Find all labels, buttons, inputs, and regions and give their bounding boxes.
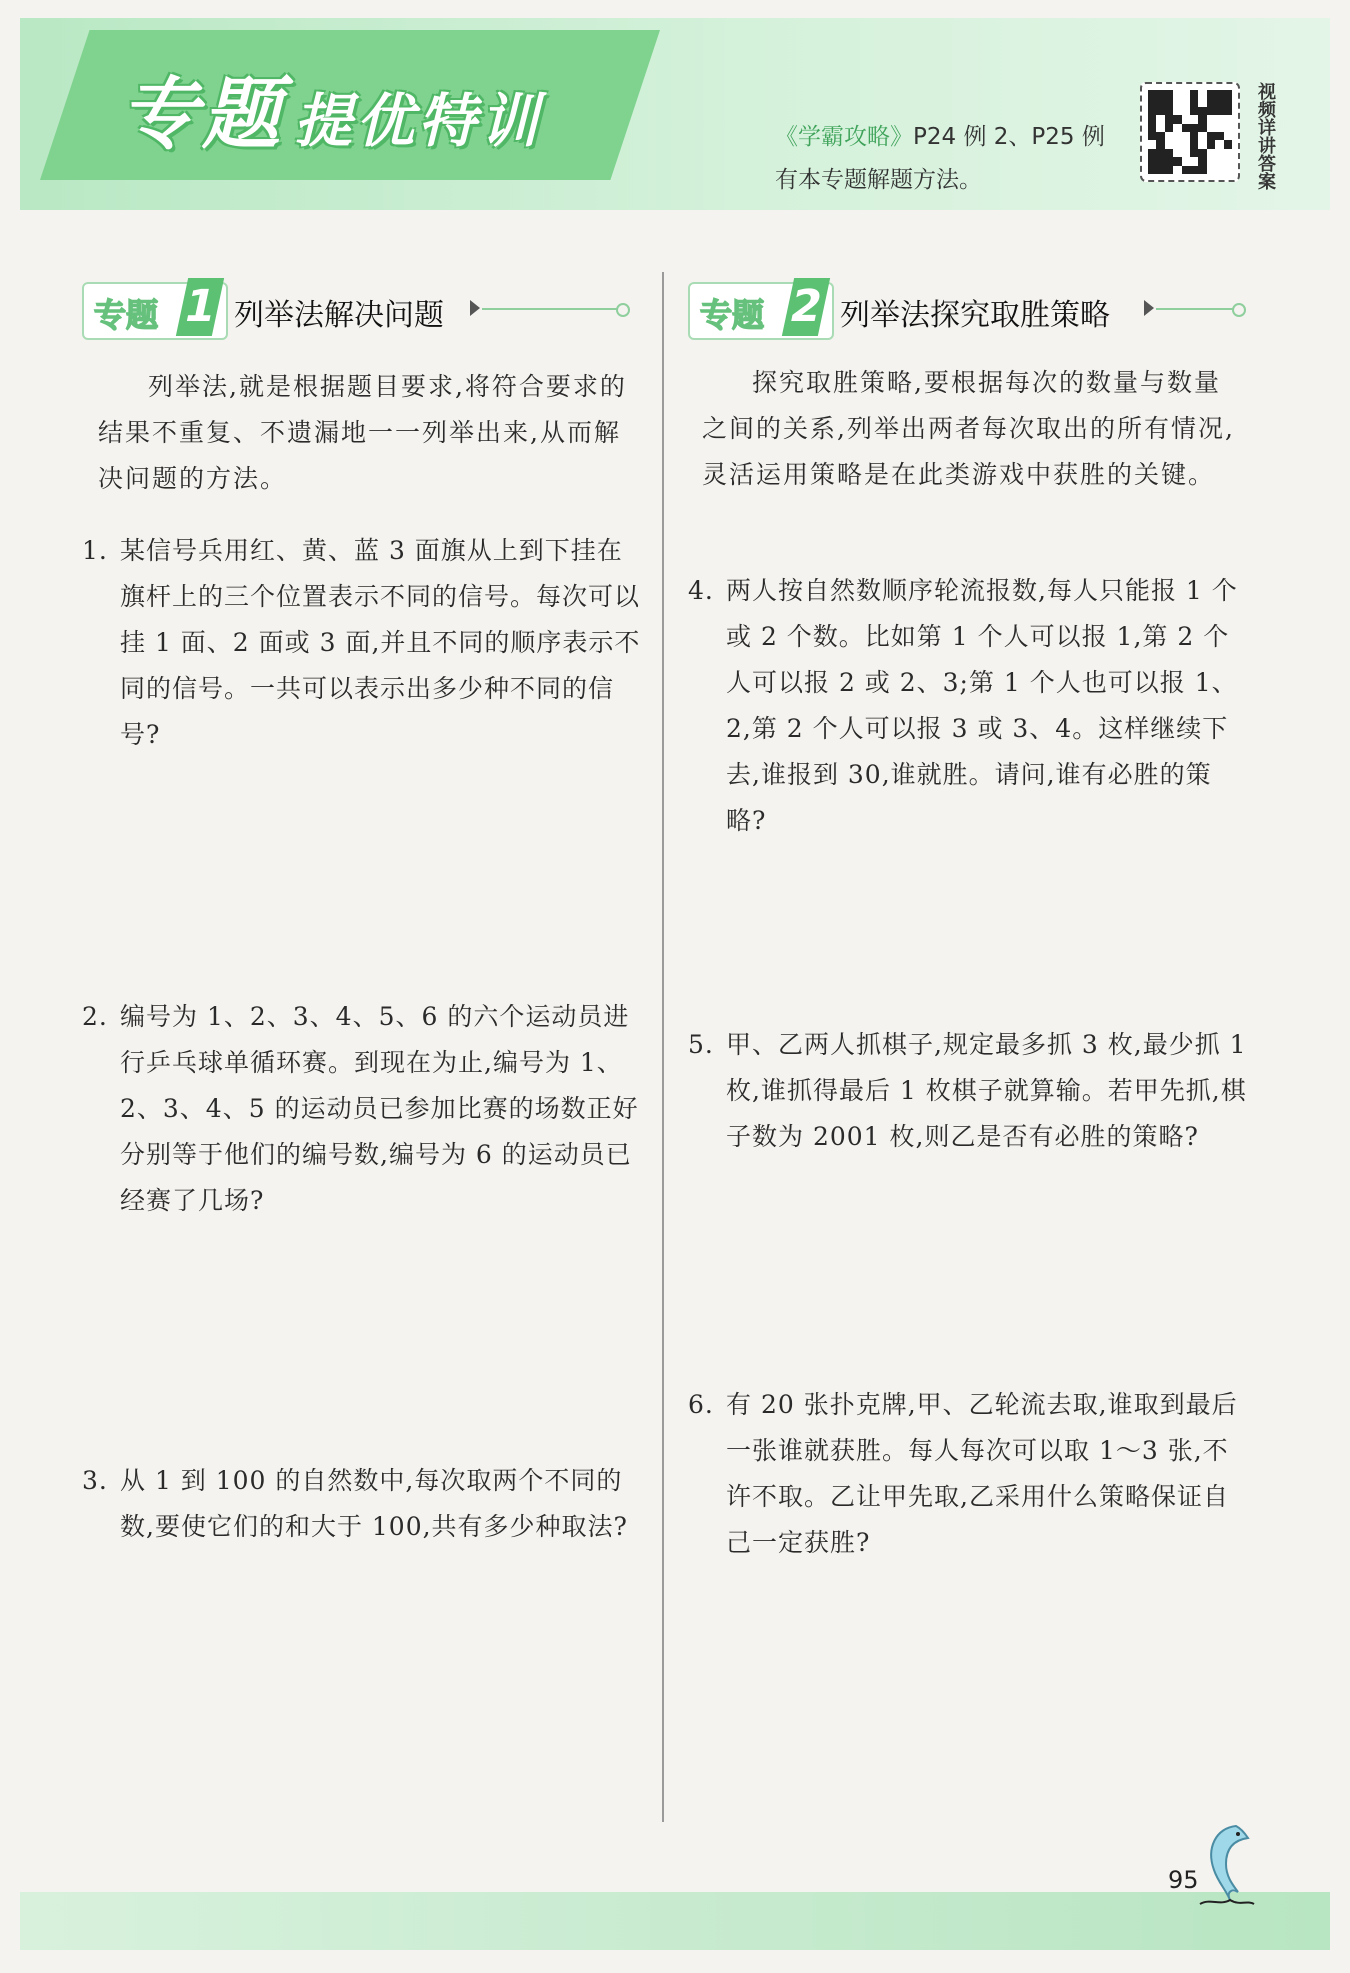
problem-text: 编号为 1、2、3、4、5、6 的六个运动员进行乒乓球单循环赛。到现在为止,编号为 1、2、3、4、5 的运动员已参加比赛的场数正好分别等于他们的编号数,编号为 6 的运动员已经赛了几场?	[120, 1002, 639, 1215]
problem-text: 两人按自然数顺序轮流报数,每人只能报 1 个或 2 个数。比如第 1 个人可以报 1,第 2 个人可以报 2 或 2、3;第 1 个人也可以报 1、2,第 2 个人可以报 3 或 3、4。这样继续下去,谁报到 30,谁就胜。请问,谁有必胜的策略?	[726, 576, 1238, 835]
section-intro-2: 探究取胜策略,要根据每次的数量与数量之间的关系,列举出两者每次取出的所有情况,灵活运用策略是在此类游戏中获胜的关键。	[702, 368, 1235, 489]
problem-number: 6.	[688, 1390, 714, 1419]
problem-5	[688, 1022, 1248, 1160]
reference-pages: P24 例 2、P25 例	[913, 124, 1105, 150]
reference-note: 有本专题解题方法。	[775, 167, 982, 193]
problem-number: 3.	[82, 1466, 108, 1495]
page-title-sub: 提优特训	[294, 87, 543, 155]
page-number: 95	[1168, 1866, 1199, 1894]
column-divider	[662, 272, 664, 1822]
section-title: 列举法解决问题	[234, 298, 444, 333]
dolphin-icon	[1196, 1818, 1256, 1908]
section-header-2	[688, 282, 1248, 342]
problem-2	[82, 994, 642, 1224]
page-title-main: 专题	[120, 70, 285, 160]
section-rule	[482, 308, 620, 310]
section-rule	[1156, 308, 1236, 310]
problem-text: 从 1 到 100 的自然数中,每次取两个不同的数,要使它们的和大于 100,共有多少种取法?	[120, 1466, 628, 1541]
section-number: 1	[176, 278, 224, 336]
section-tag-label: 专题	[700, 296, 765, 334]
section-intro-1: 列举法,就是根据题目要求,将符合要求的结果不重复、不遗漏地一一列举出来,从而解决问题的方法。	[98, 372, 627, 493]
reference-book: 《学霸攻略》	[775, 124, 913, 150]
section-number: 2	[782, 278, 830, 336]
problem-number: 2.	[82, 1002, 108, 1031]
footer-banner	[20, 1892, 1330, 1950]
problem-6	[688, 1382, 1248, 1566]
problem-text: 有 20 张扑克牌,甲、乙轮流去取,谁取到最后一张谁就获胜。每人每次可以取 1～3 张,不许不取。乙让甲先取,乙采用什么策略保证自己一定获胜?	[726, 1390, 1238, 1557]
reference-line	[775, 118, 1105, 151]
problem-number: 1.	[82, 536, 108, 565]
problem-4	[688, 568, 1248, 844]
section-header-1	[82, 282, 642, 342]
section-arrow-icon	[1144, 300, 1154, 316]
section-title: 列举法探究取胜策略	[840, 298, 1110, 333]
page-title	[120, 52, 542, 164]
problem-number: 4.	[688, 576, 714, 605]
problem-number: 5.	[688, 1030, 714, 1059]
problem-text: 甲、乙两人抓棋子,规定最多抓 3 枚,最少抓 1 枚,谁抓得最后 1 枚棋子就算输。若甲先抓,棋子数为 2001 枚,则乙是否有必胜的策略?	[726, 1030, 1247, 1151]
section-tag-label: 专题	[94, 296, 159, 334]
section-arrow-icon	[470, 300, 480, 316]
problem-text: 某信号兵用红、黄、蓝 3 面旗从上到下挂在旗杆上的三个位置表示不同的信号。每次可以挂 1 面、2 面或 3 面,并且不同的顺序表示不同的信号。一共可以表示出多少种不同的信号?	[120, 536, 641, 749]
problem-3	[82, 1458, 642, 1550]
qr-caption: 视频详讲答案	[1255, 82, 1276, 190]
problem-1	[82, 528, 642, 758]
qr-code-icon[interactable]	[1140, 82, 1240, 182]
